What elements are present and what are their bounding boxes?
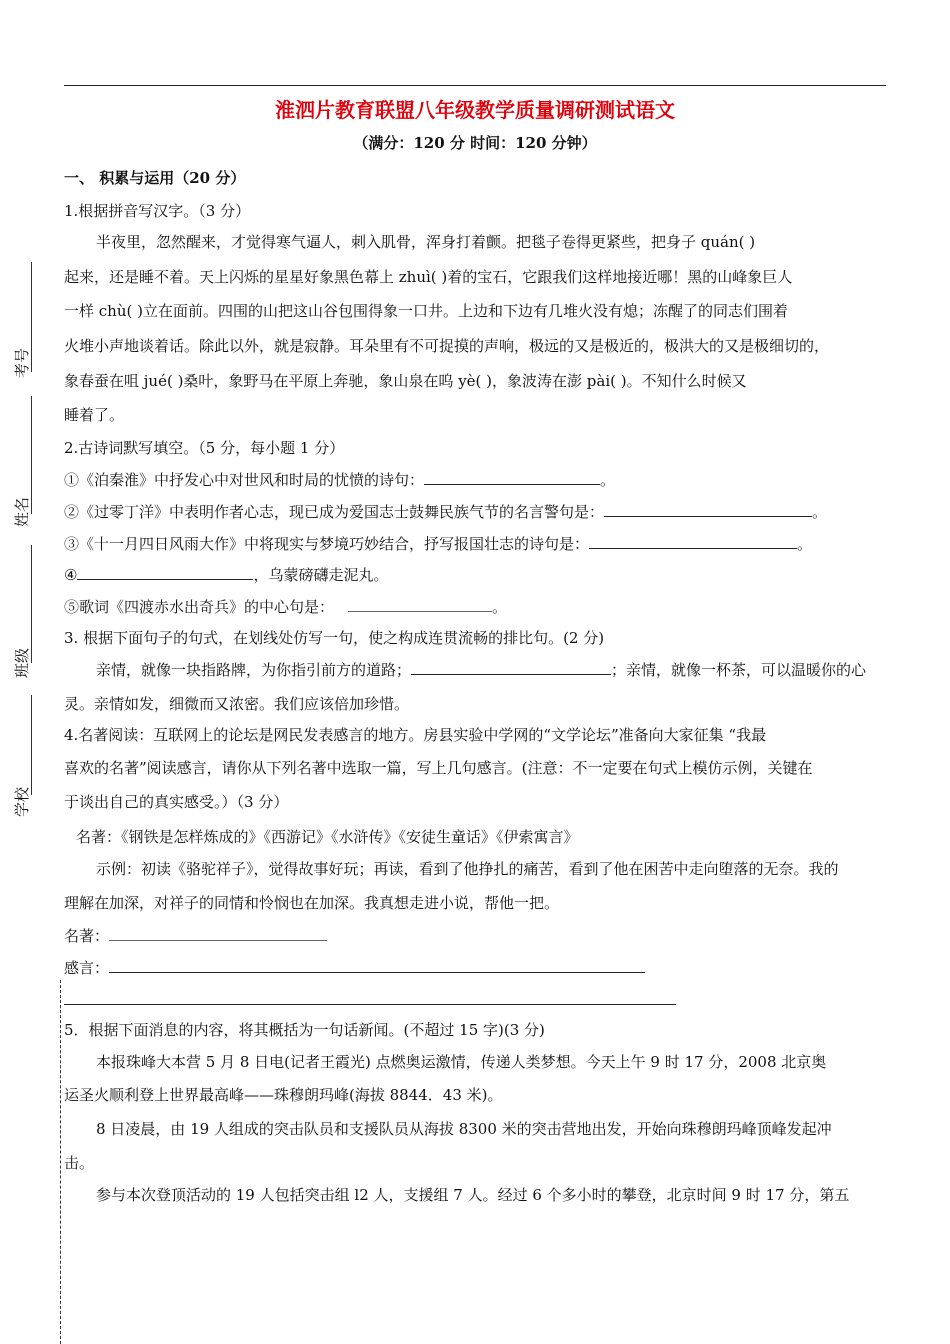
- side-line: [31, 545, 32, 663]
- q1-line: 一样 chù( )立在面前。四围的山把这山谷包围得象一口井。上边和下边有几堆火没有熄；冻醒了的同志们围着: [64, 302, 788, 320]
- section-heading: 一、 积累与运用（20 分）: [64, 169, 246, 187]
- answer-blank[interactable]: [424, 470, 600, 485]
- q2-item-end: ，乌蒙磅礴走泥丸。: [253, 566, 389, 584]
- book-label: 名著：: [64, 927, 110, 945]
- q1-line: 象春蚕在咀 jué( )桑叶，象野马在平原上奔驰，象山泉在呜 yè( )，象波涛在澎 pài( )。不知什么时候又: [64, 372, 747, 390]
- q4-books: 名著：《钢铁是怎样炼成的》《西游记》《水浒传》《安徒生童话》《伊索寓言》: [76, 828, 579, 846]
- q1-line: 起来，还是睡不着。天上闪烁的星星好象黑色幕上 zhuì( )着的宝石，它跟我们这样地接近哪！黑的山峰象巨人: [64, 268, 793, 286]
- q2-item-text: ④: [64, 566, 78, 584]
- q1-line: 半夜里，忽然醒来，才觉得寒气逼人，刺入肌骨，浑身打着颤。把毯子卷得更紧些，把身子 quán( ): [96, 233, 756, 251]
- seal-line: [60, 980, 61, 1344]
- q2-item: [64, 470, 615, 490]
- q4-example: 示例：初读《骆驼祥子》，觉得故事好玩；再读，看到了他挣扎的痛苦，看到了他在困苦中走向堕落的无奈。我的: [96, 860, 839, 878]
- feel-input[interactable]: [109, 958, 645, 973]
- side-class: 班级: [13, 647, 31, 678]
- q4-example: 理解在加深，对祥子的同情和怜悯也在加深。我真想走进小说，帮他一把。: [64, 894, 560, 912]
- q2-item: [64, 502, 827, 522]
- answer-blank[interactable]: [411, 660, 611, 675]
- page-title: 淮泗片教育联盟八年级教学质量调研测试语文: [275, 98, 675, 122]
- side-school: 学校: [13, 786, 31, 817]
- q2-item-end: 。: [600, 471, 616, 489]
- side-line: [31, 262, 32, 372]
- q1-line: 火堆小声地谈着话。除此以外，就是寂静。耳朵里有不可捉摸的声响，极远的又是极近的，极洪大的又是极细切的，: [64, 337, 830, 355]
- q2-item-text: ③《十一月四日风雨大作》中将现实与梦境巧妙结合，抒写报国壮志的诗句是：: [64, 535, 590, 553]
- q4-line: 4.名著阅读：互联网上的论坛是网民发表感言的地方。房县实验中学网的“文学论坛”准备向大家征集 “我最: [64, 726, 767, 744]
- q3-line: 灵。亲情如发，细微而又浓密。我们应该倍加珍惜。: [64, 695, 410, 713]
- answer-blank[interactable]: [77, 565, 253, 580]
- q3-prompt: 3. 根据下面句子的句式，在划线处仿写一句，使之构成连贯流畅的排比句。(2 分): [64, 629, 605, 647]
- book-input[interactable]: [109, 926, 327, 941]
- side-line: [31, 695, 32, 795]
- q2-item-text: ①《泊秦淮》中抒发心中对世风和时局的忧愤的诗句：: [64, 471, 425, 489]
- q2-item: [64, 534, 812, 554]
- side-name: 姓名: [13, 496, 31, 527]
- q5-prompt: 5．根据下面消息的内容，将其概括为一句话新闻。(不超过 15 字)(3 分): [64, 1021, 545, 1039]
- q2-item: [64, 565, 388, 585]
- side-line: [31, 396, 32, 514]
- q2-item-text: ②《过零丁洋》中表明作者心志，现已成为爱国志士鼓舞民族气节的名言警句是：: [64, 503, 605, 521]
- q2-item-end: 。: [492, 598, 508, 616]
- q4-book-field: [64, 926, 327, 946]
- q2-item-end: 。: [812, 503, 828, 521]
- answer-blank[interactable]: [589, 534, 797, 549]
- q1-line: 睡着了。: [64, 406, 125, 424]
- q3-text: 亲情，就像一块指路牌，为你指引前方的道路；: [96, 661, 412, 679]
- feel-input-line2[interactable]: [64, 1004, 676, 1005]
- answer-blank[interactable]: [604, 502, 812, 517]
- q5-para: 击。: [64, 1154, 95, 1172]
- q2-item-text: ⑤歌词《四渡赤水出奇兵》的中心句是：: [64, 598, 335, 616]
- header-rule: [64, 85, 886, 86]
- q2-item: [64, 597, 507, 617]
- page-subtitle: （满分：120 分 时间：120 分钟）: [353, 134, 597, 152]
- q1-prompt: 1.根据拼音写汉字。（3 分）: [64, 202, 251, 220]
- side-exam-no: 考号: [13, 347, 31, 378]
- q2-item-end: 。: [797, 535, 813, 553]
- feel-label: 感言：: [64, 959, 110, 977]
- q3-line: [96, 660, 866, 680]
- answer-blank[interactable]: [348, 597, 492, 612]
- q3-text: ；亲情，就像一杯茶，可以温暖你的心: [611, 661, 867, 679]
- q5-para: 8 日凌晨，由 19 人组成的突击队员和支援队员从海拔 8300 米的突击营地出发，开始向珠穆朗玛峰顶峰发起冲: [96, 1120, 832, 1138]
- q2-prompt: 2.古诗词默写填空。（5 分，每小题 1 分）: [64, 439, 345, 457]
- q4-feel-field: [64, 958, 645, 978]
- q5-para: 参与本次登顶活动的 19 人包括突击组 l2 人，支援组 7 人。经过 6 个多小时的攀登，北京时间 9 时 17 分，第五: [96, 1186, 850, 1204]
- q5-para: 本报珠峰大本营 5 月 8 日电(记者王霞光) 点燃奥运激情，传递人类梦想。今天上午 9 时 17 分，2008 北京奥: [96, 1053, 827, 1071]
- q4-line: 喜欢的名著”阅读感言，请你从下列名著中选取一篇，写上几句感言。(注意：不一定要在句式上模仿示例，关键在: [64, 759, 813, 777]
- q4-line: 于谈出自己的真实感受。）（3 分）: [64, 793, 289, 811]
- q5-para: 运圣火顺利登上世界最高峰——珠穆朗玛峰(海拔 8844．43 米)。: [64, 1086, 503, 1104]
